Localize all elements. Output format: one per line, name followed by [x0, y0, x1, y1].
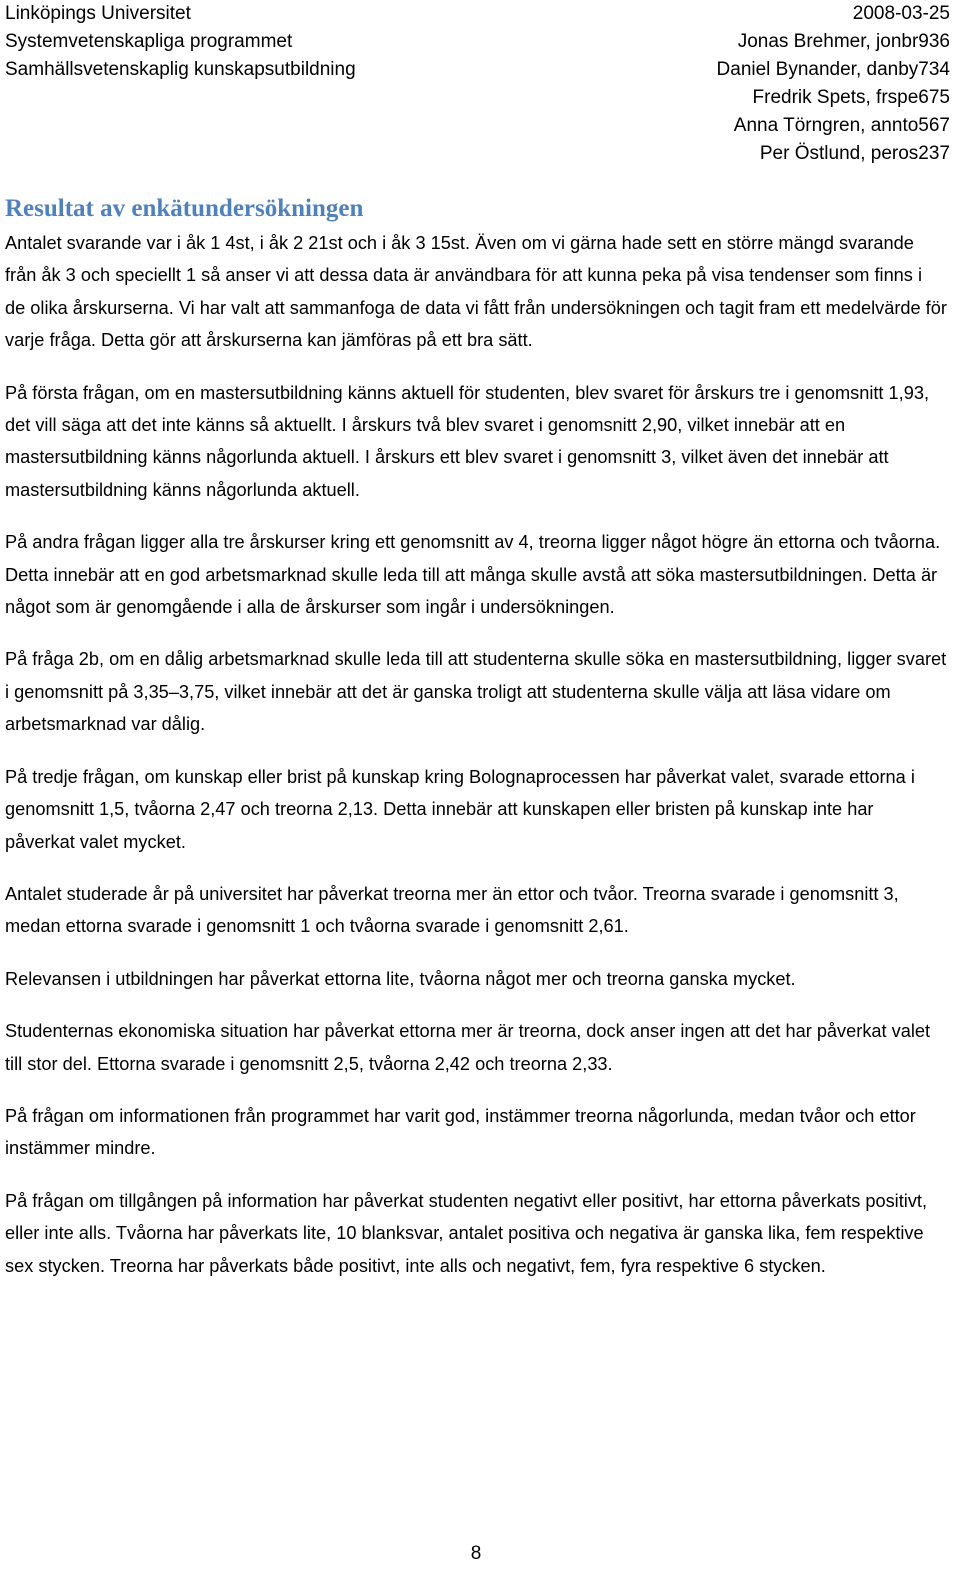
header-university: Linköpings Universitet	[5, 3, 191, 24]
header-institution-block	[5, 0, 356, 84]
body-paragraph: Relevansen i utbildningen har påverkat ettorna lite, tvåorna något mer och treorna ganska mycket.	[5, 968, 796, 989]
body-paragraph: På frågan om informationen från programmet har varit god, instämmer treorna någorlunda, medan tvåor och ettor instämmer mindre.	[5, 1105, 916, 1159]
header-author: Per Östlund, peros237	[759, 143, 950, 164]
page-header	[5, 0, 950, 170]
body-paragraph: Antalet svarande var i åk 1 4st, i åk 2 21st och i åk 3 15st. Även om vi gärna hade sett en större mängd svarande från åk 3 och speciellt 1 så anser vi att dessa data är användbara för att kunna peka på visa tendenser som finns i de olika årskurserna. Vi har valt att sammanfoga de data vi fått från undersökningen och tagit fram ett medelvärde för varje fråga. Detta gör att årskurserna kan jämföras på ett bra sätt.	[5, 233, 947, 351]
header-author: Anna Törngren, annto567	[733, 115, 950, 136]
section-heading: Resultat av enkätundersökningen	[5, 195, 364, 222]
body-paragraph: På tredje frågan, om kunskap eller brist på kunskap kring Bolognaprocessen har påverkat valet, svarade ettorna i genomsnitt 1,5, tvåorna 2,47 och treorna 2,13. Detta innebär att kunskapen eller bristen på kunskap inte har påverkat valet mycket.	[5, 766, 915, 852]
header-author: Jonas Brehmer, jonbr936	[737, 31, 950, 52]
body-paragraph: På fråga 2b, om en dålig arbetsmarknad skulle leda till att studenterna skulle söka en mastersutbildning, ligger svaret i genomsnitt på 3,35–3,75, vilket innebär att det är ganska troligt att studenterna skulle välja att läsa vidare om arbetsmarknad var dålig.	[5, 649, 947, 735]
section-body	[5, 227, 947, 1302]
header-authors-block	[717, 0, 950, 168]
header-course: Samhällsvetenskaplig kunskapsutbildning	[5, 59, 356, 80]
header-date: 2008-03-25	[852, 3, 950, 24]
header-program: Systemvetenskapliga programmet	[5, 31, 293, 52]
page-number: 8	[470, 1543, 482, 1564]
body-paragraph: På första frågan, om en mastersutbildning känns aktuell för studenten, blev svaret för årskurs tre i genomsnitt 1,93, det vill säga att det inte känns så aktuellt. I årskurs två blev svaret i genomsnitt 2,90, vilket innebär att en mastersutbildning känns någorlunda aktuell. I årskurs ett blev svaret i genomsnitt 3, vilket även det innebär att mastersutbildning känns någorlunda aktuell.	[5, 382, 929, 500]
header-author: Daniel Bynander, danby734	[716, 59, 950, 80]
header-author: Fredrik Spets, frspe675	[752, 87, 950, 108]
body-paragraph: På frågan om tillgången på information har påverkat studenten negativt eller positivt, har ettorna påverkats positivt, eller inte alls. Tvåorna har påverkats lite, 10 blanksvar, antalet positiva och negativa är ganska lika, fem respektive sex stycken. Treorna har påverkats både positivt, inte alls och negativt, fem, fyra respektive 6 stycken.	[5, 1190, 928, 1276]
body-paragraph: Antalet studerade år på universitet har påverkat treorna mer än ettor och tvåor. Treorna svarade i genomsnitt 3, medan ettorna svarade i genomsnitt 1 och tvåorna svarade i genomsnitt 2,61.	[5, 883, 899, 937]
body-paragraph: Studenternas ekonomiska situation har påverkat ettorna mer är treorna, dock anser ingen att det har påverkat valet till stor del. Ettorna svarade i genomsnitt 2,5, tvåorna 2,42 och treorna 2,33.	[5, 1021, 931, 1074]
body-paragraph: På andra frågan ligger alla tre årskurser kring ett genomsnitt av 4, treorna ligger något högre än ettorna och tvåorna. Detta innebär att en god arbetsmarknad skulle leda till att många skulle avstå att söka mastersutbildningen. Detta är något som är genomgående i alla de årskurser som ingår i undersökningen.	[5, 532, 941, 618]
